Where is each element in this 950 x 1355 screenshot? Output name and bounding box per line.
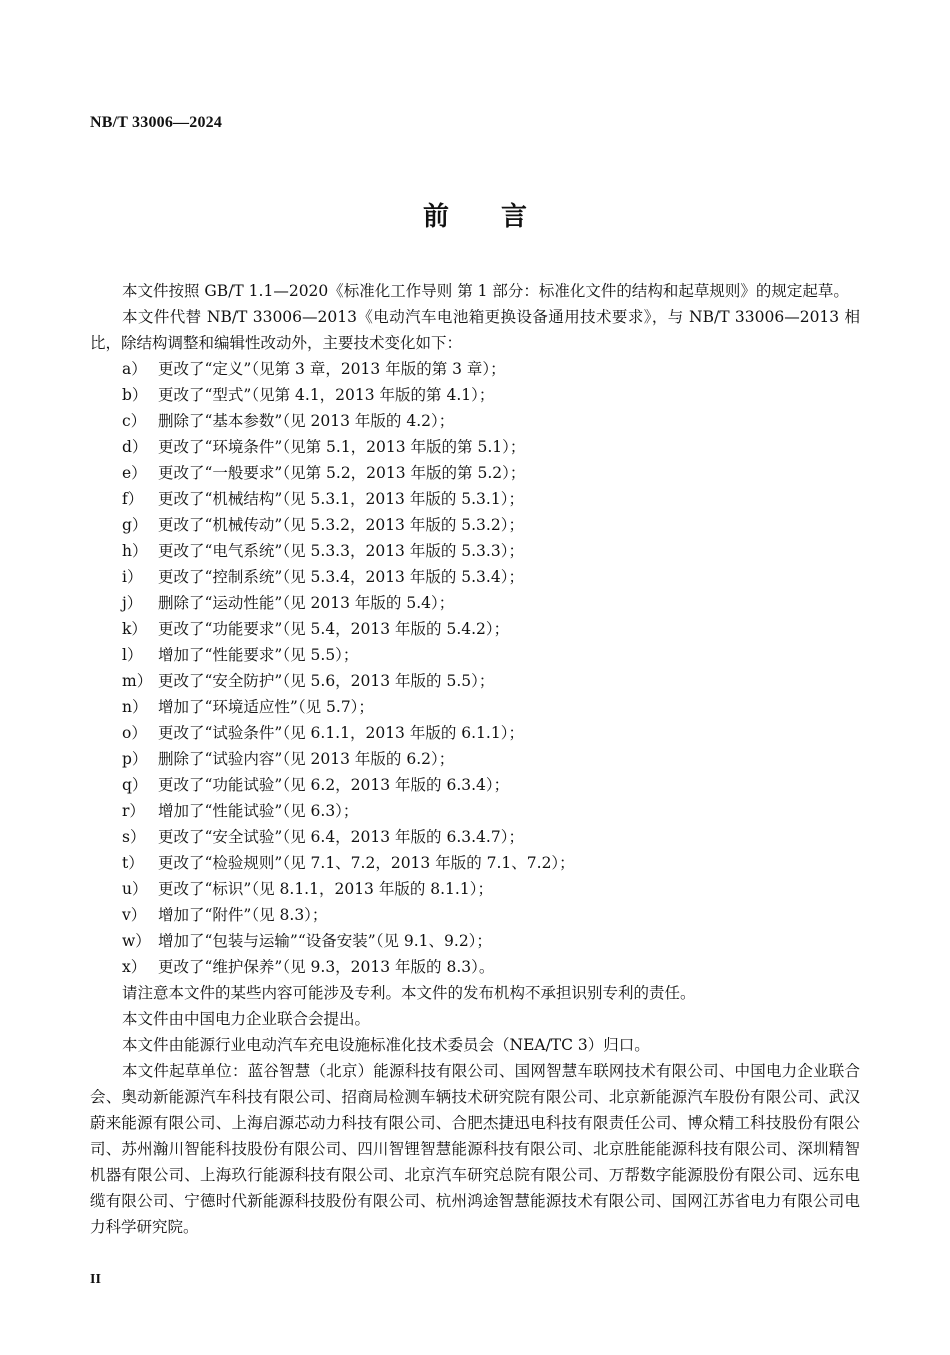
list-item-text: 更改了“一般要求”（见第 5.2，2013 年版的第 5.2）； — [158, 464, 526, 482]
list-item — [90, 902, 860, 928]
list-item-text: 更改了“安全试验”（见 6.4，2013 年版的 6.3.4.7）； — [158, 828, 524, 846]
list-item-marker: b） — [122, 386, 148, 404]
list-item — [90, 590, 860, 616]
list-item-marker: j） — [122, 594, 143, 612]
list-item-text: 增加了“环境适应性”（见 5.7）； — [158, 698, 374, 716]
list-item — [90, 356, 860, 382]
list-item — [90, 694, 860, 720]
page-number: II — [90, 1272, 101, 1287]
list-item — [90, 746, 860, 772]
list-item-text: 删除了“试验内容”（见 2013 年版的 6.2）； — [158, 750, 455, 768]
list-item — [90, 512, 860, 538]
list-item-marker: i） — [122, 568, 143, 586]
list-item-text: 删除了“运动性能”（见 2013 年版的 5.4）； — [158, 594, 455, 612]
list-item — [90, 434, 860, 460]
list-item-text: 更改了“检验规则”（见 7.1、7.2，2013 年版的 7.1、7.2）； — [158, 854, 575, 872]
list-item — [90, 616, 860, 642]
list-item-marker: e） — [122, 464, 147, 482]
list-item-marker: h） — [122, 542, 148, 560]
list-item-marker: u） — [122, 880, 148, 898]
drafting-units-paragraph: 本文件起草单位：蓝谷智慧（北京）能源科技有限公司、国网智慧车联网技术有限公司、中国电力企业联合会、奥动新能源汽车科技有限公司、招商局检测车辆技术研究院有限公司、北京新能源汽车股份有限公司、武汉蔚来能源有限公司、上海启源芯动力科技有限公司、合肥杰捷迅电科技有限责任公司、博众精工科技股份有限公司、苏州瀚川智能科技股份有限公司、四川智锂智慧能源科技有限公司、北京胜能能源科技有限公司、深圳精智机器有限公司、上海玖行能源科技有限公司、北京汽车研究总院有限公司、万帮数字能源股份有限公司、远东电缆有限公司、宁德时代新能源科技股份有限公司、杭州鸿途智慧能源技术有限公司、国网江苏省电力有限公司电力科学研究院。 — [90, 1062, 860, 1236]
list-item — [90, 824, 860, 850]
list-item — [90, 538, 860, 564]
list-item-text: 更改了“功能试验”（见 6.2，2013 年版的 6.3.4）； — [158, 776, 510, 794]
list-item-marker: r） — [122, 802, 145, 820]
list-item — [90, 382, 860, 408]
list-item-marker: v） — [122, 906, 147, 924]
list-item-text: 删除了“基本参数”（见 2013 年版的 4.2）； — [158, 412, 455, 430]
page-title — [0, 196, 950, 233]
list-item — [90, 486, 860, 512]
list-item-marker: a） — [122, 360, 147, 378]
list-item — [90, 460, 860, 486]
list-item-text: 更改了“维护保养”（见 9.3，2013 年版的 8.3）。 — [158, 958, 495, 976]
changes-list — [90, 356, 860, 980]
list-item — [90, 642, 860, 668]
list-item-marker: d） — [122, 438, 148, 456]
list-item — [90, 564, 860, 590]
list-item-text: 更改了“安全防护”（见 5.6，2013 年版的 5.5）； — [158, 672, 495, 690]
list-item-text: 更改了“电气系统”（见 5.3.3，2013 年版的 5.3.3）； — [158, 542, 524, 560]
list-item — [90, 772, 860, 798]
list-item-marker: m） — [122, 672, 153, 690]
list-item-text: 增加了“包装与运输”“设备安装”（见 9.1、9.2）； — [158, 932, 492, 950]
title-char-right: 言 — [501, 202, 528, 232]
title-char-left: 前 — [422, 202, 449, 232]
intro-paragraph: 本文件代替 NB/T 33006—2013《电动汽车电池箱更换设备通用技术要求》，与 NB/T 33006—2013 相比，除结构调整和编辑性改动外，主要技术变化如下： — [90, 308, 860, 352]
list-item-marker: s） — [122, 828, 146, 846]
list-item — [90, 798, 860, 824]
list-item-text: 增加了“性能试验”（见 6.3）； — [158, 802, 359, 820]
list-item — [90, 876, 860, 902]
closing-paragraph: 本文件由中国电力企业联合会提出。 — [122, 1010, 371, 1028]
list-item-marker: t） — [122, 854, 144, 872]
closing-paragraph: 请注意本文件的某些内容可能涉及专利。本文件的发布机构不承担识别专利的责任。 — [122, 984, 696, 1002]
list-item — [90, 408, 860, 434]
list-item-marker: n） — [122, 698, 148, 716]
foreword-body — [90, 278, 860, 1240]
list-item — [90, 720, 860, 746]
list-item-marker: g） — [122, 516, 148, 534]
list-item-marker: k） — [122, 620, 147, 638]
intro-paragraph: 本文件按照 GB/T 1.1—2020《标准化工作导则 第 1 部分：标准化文件的结构和起草规则》的规定起草。 — [122, 282, 849, 300]
list-item-marker: w） — [122, 932, 151, 950]
list-item-marker: f） — [122, 490, 144, 508]
list-item — [90, 850, 860, 876]
list-item-text: 更改了“试验条件”（见 6.1.1，2013 年版的 6.1.1）； — [158, 724, 524, 742]
list-item — [90, 954, 860, 980]
list-item-text: 增加了“性能要求”（见 5.5）； — [158, 646, 359, 664]
list-item-text: 更改了“标识”（见 8.1.1，2013 年版的 8.1.1）； — [158, 880, 493, 898]
list-item-marker: l） — [122, 646, 143, 664]
standard-code: NB/T 33006—2024 — [90, 114, 223, 131]
list-item-text: 更改了“功能要求”（见 5.4，2013 年版的 5.4.2）； — [158, 620, 510, 638]
list-item-text: 更改了“机械结构”（见 5.3.1，2013 年版的 5.3.1）； — [158, 490, 524, 508]
closing-paragraph: 本文件由能源行业电动汽车充电设施标准化技术委员会（NEA/TC 3）归口。 — [122, 1036, 650, 1054]
list-item-marker: p） — [122, 750, 148, 768]
list-item-text: 更改了“定义”（见第 3 章，2013 年版的第 3 章）； — [158, 360, 506, 378]
list-item — [90, 928, 860, 954]
list-item-text: 更改了“控制系统”（见 5.3.4，2013 年版的 5.3.4）； — [158, 568, 524, 586]
list-item-marker: o） — [122, 724, 147, 742]
list-item-marker: q） — [122, 776, 148, 794]
list-item-text: 更改了“机械传动”（见 5.3.2，2013 年版的 5.3.2）； — [158, 516, 524, 534]
list-item-marker: c） — [122, 412, 147, 430]
list-item-text: 更改了“环境条件”（见第 5.1，2013 年版的第 5.1）； — [158, 438, 526, 456]
list-item-text: 增加了“附件”（见 8.3）； — [158, 906, 328, 924]
list-item-marker: x） — [122, 958, 147, 976]
list-item — [90, 668, 860, 694]
list-item-text: 更改了“型式”（见第 4.1，2013 年版的第 4.1）； — [158, 386, 495, 404]
